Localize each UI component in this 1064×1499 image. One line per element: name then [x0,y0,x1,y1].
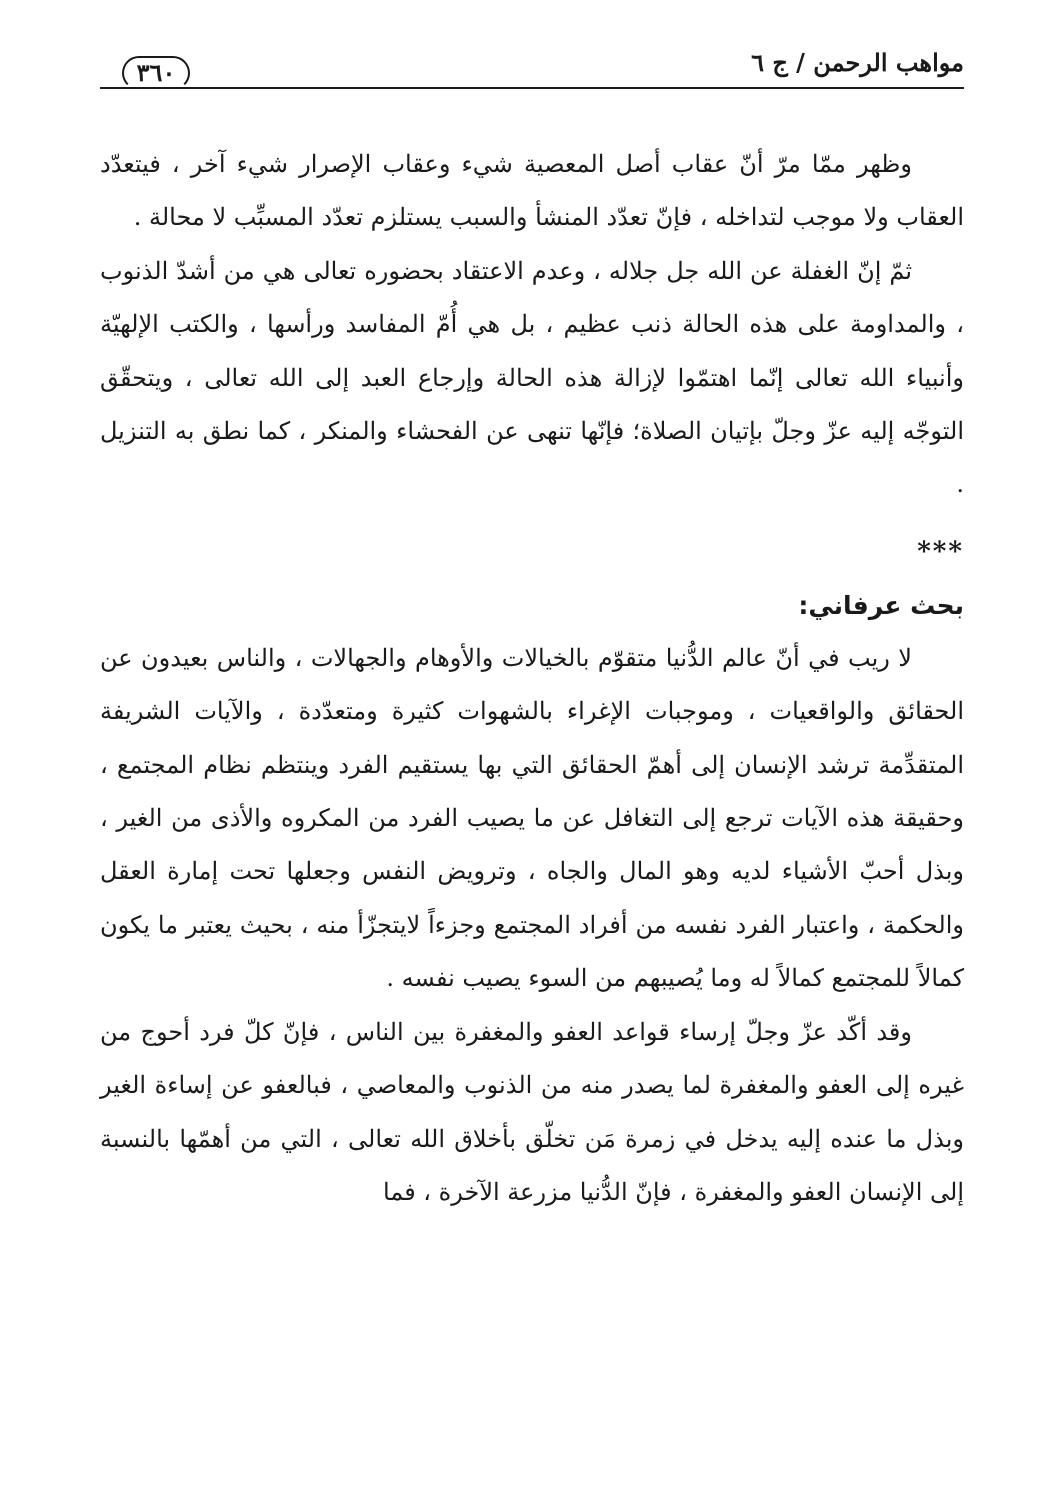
paragraph-worldly-illusions: لا ريب في أنّ عالم الدُّنيا متقوّم بالخيالات والأوهام والجهالات ، والناس بعيدون عن الحقائق والواقعيات ، وموجبات الإغراء بالشهوات كثيرة ومتعدّدة ، والآيات الشريفة المتقدِّمة ترشد الإنسان إلى أهمّ الحقائق التي بها يستقيم الفرد وينتظم نظام المجتمع ، وحقيقة هذه الآيات ترجع إلى التغافل عن ما يصيب الفرد من المكروه والأذى من الغير ، وبذل أحبّ الأشياء لديه وهو المال والجاه ، وترويض النفس وجعلها تحت إمارة العقل والحكمة ، واعتبار الفرد نفسه من أفراد المجتمع وجزءاً لايتجزّأ منه ، بحيث يعتبر ما يكون كمالاً للمجتمع كمالاً له وما يُصيبهم من السوء يصيب نفسه . [100,643,964,993]
paragraph-heedlessness: ثمّ إنّ الغفلة عن الله جل جلاله ، وعدم الاعتقاد بحضوره تعالى هي من أشدّ الذنوب ، والمداومة على هذه الحالة ذنب عظيم ، بل هي أُمّ المفاسد ورأسها ، والكتب الإلهيّة وأنبياء الله تعالى إنّما اهتمّوا لإزالة هذه الحالة وإرجاع العبد إلى الله تعالى ، ويتحقّق التوجّه إليه عزّ وجلّ بإتيان الصلاة؛ فإنّها تنهى عن الفحشاء والمنكر ، كما نطق به التنزيل . [100,256,964,499]
paragraph-forgiveness: وقد أكّد عزّ وجلّ إرساء قواعد العفو والمغفرة بين الناس ، فإنّ كلّ فرد أحوج من غيره إلى العفو والمغفرة لما يصدر منه من الذنوب والمعاصي ، فبالعفو عن إساءة الغير وبذل ما عنده إليه يدخل في زمرة مَن تخلّق بأخلاق الله تعالى ، التي من أهمّها بالنسبة إلى الإنسان العفو والمغفرة ، فإنّ الدُّنيا مزرعة الآخرة ، فما [100,1017,965,1206]
page-body [100,138,964,1219]
header-rule [100,87,964,89]
page-header [100,40,964,92]
section-separator: *** [917,536,964,567]
paragraph-punishment: وظهر ممّا مرّ أنّ عقاب أصل المعصية شيء وعقاب الإصرار شيء آخر ، فيتعدّد العقاب ولا موجب لتداخله ، فإنّ تعدّد المنشأ والسبب يستلزم تعدّد المسبِّب لا محالة . [100,150,964,232]
running-title: مواهب الرحمن / ج ٦ [751,48,964,77]
page-number: ٣٦٠ [122,56,190,90]
section-heading: بحث عرفاني: [798,590,964,620]
